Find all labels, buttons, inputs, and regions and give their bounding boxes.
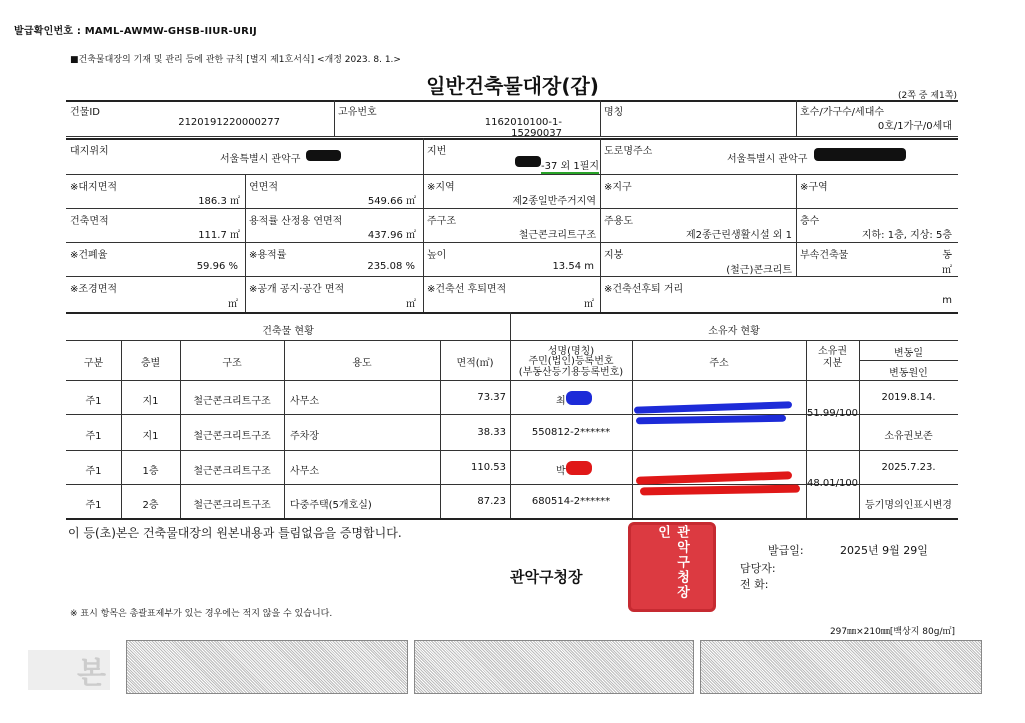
floors-label: 층수: [800, 216, 820, 227]
setback-distance-value: m: [942, 295, 952, 306]
owner-change-date: 2019.8.14.: [881, 392, 936, 403]
redaction-mark: [634, 401, 792, 414]
row-structure: 철근콘크리트구조: [193, 431, 271, 442]
row-floor: 지1: [142, 431, 159, 442]
row-structure: 철근콘크리트구조: [193, 500, 271, 511]
row-area: 73.37: [477, 392, 506, 403]
row-structure: 철근콘크리트구조: [193, 466, 271, 477]
issue-date-value: 2025년 9월 29일: [840, 544, 928, 557]
building-id-label: 건물ID: [70, 107, 100, 118]
row-division: 주1: [85, 466, 102, 477]
public-space-label: ※공개 공지·공간 면적: [249, 284, 345, 295]
header-structure: 구조: [222, 358, 242, 369]
site-label: 대지위치: [70, 146, 109, 157]
header-owner-id: 주민(법인)등록번호 (부동산등기용등록번호): [518, 356, 624, 378]
redaction-mark: [814, 148, 906, 161]
owner-status-title: 소유자 현황: [708, 326, 760, 337]
bcr-label: ※건폐율: [70, 250, 108, 261]
bcr-value: 59.96 %: [196, 261, 238, 272]
area-label: ※구역: [800, 182, 828, 193]
zone-value: 제2종일반주거지역: [512, 196, 596, 207]
site-area-value: 186.3 ㎡: [198, 196, 240, 207]
row-division: 주1: [85, 500, 102, 511]
row-structure: 철근콘크리트구조: [193, 396, 271, 407]
redaction-mark: [636, 415, 786, 425]
building-id-value: 2120191220000277: [178, 117, 280, 128]
legal-basis: ■건축물대장의 기재 및 관리 등에 관한 규칙 [별지 제1호서식] <개정 2023. 8. 1.>: [70, 55, 401, 65]
unique-number-value: 1162010100-1-15290037: [484, 117, 562, 139]
header-share: 소유권 지분: [818, 346, 847, 369]
header-owner-name: 성명(명칭): [547, 346, 595, 357]
row-use: 사무소: [290, 466, 319, 477]
height-value: 13.54 m: [552, 261, 594, 272]
official-seal: [628, 522, 716, 612]
roof-value: (철근)콘크리트: [726, 265, 792, 276]
footnote: ※ 표시 항목은 총괄표제부가 있는 경우에는 적지 않을 수 있습니다.: [70, 609, 333, 619]
roof-label: 지붕: [604, 250, 624, 261]
owner-id: 680514-2******: [531, 496, 611, 507]
row-area: 38.33: [477, 427, 506, 438]
units-value: 0호/1가구/0세대: [877, 121, 952, 132]
header-division: 구분: [83, 358, 104, 369]
name-label: 명칭: [604, 107, 624, 118]
copy-mark: [28, 650, 110, 690]
phone-label: 전 화:: [740, 578, 769, 591]
annex-unit: 동: [942, 250, 952, 261]
annex-area-unit: ㎡: [942, 265, 952, 276]
structure-value: 철근콘크리트구조: [518, 230, 596, 241]
unique-number-label: 고유번호: [338, 107, 377, 118]
redaction-mark: [566, 461, 592, 475]
owner-name: 박: [556, 466, 566, 477]
header-use: 용도: [352, 358, 372, 369]
landscape-value: ㎡: [228, 299, 238, 310]
floor-area-label: 연면적: [249, 182, 278, 193]
redaction-mark: [636, 471, 792, 484]
row-floor: 2층: [142, 500, 159, 511]
site-value: 서울특별시 관악구: [220, 154, 301, 165]
road-address-label: 도로명주소: [604, 146, 653, 157]
setback-distance-label: ※건축선후퇴 거리: [604, 284, 684, 295]
issue-confirmation-number: 발급확인번호 : MAML-AWMW-GHSB-IIUR-URIJ: [14, 26, 257, 37]
row-area: 110.53: [471, 462, 506, 473]
copy-mark-text: 본: [77, 656, 106, 691]
far-floor-area-value: 437.96 ㎡: [367, 230, 416, 241]
district-label: ※지구: [604, 182, 632, 193]
row-use: 사무소: [290, 396, 319, 407]
header-area: 면적(㎡): [456, 358, 494, 369]
row-division: 주1: [85, 396, 102, 407]
redaction-mark: [515, 156, 541, 167]
row-use: 주차장: [290, 431, 319, 442]
units-label: 호수/가구수/세대수: [800, 107, 885, 118]
public-space-value: ㎡: [406, 299, 416, 310]
document-title: 일반건축물대장(갑): [426, 74, 599, 98]
row-floor: 1층: [142, 466, 159, 477]
owner-id: 550812-2******: [531, 427, 611, 438]
security-pattern: [700, 640, 982, 694]
lot-value: -37 외 1필지: [541, 157, 599, 174]
staff-label: 담당자:: [740, 562, 776, 575]
issue-date-label: 발급일:: [768, 544, 804, 557]
height-label: 높이: [427, 250, 447, 261]
header-change-reason: 변동원인: [889, 368, 928, 379]
header-floor: 층별: [140, 358, 161, 369]
setback-area-label: ※건축선 후퇴면적: [427, 284, 507, 295]
building-area-label: 건축면적: [70, 216, 109, 227]
owner-change-reason: 소유권보존: [884, 431, 933, 442]
setback-area-value: ㎡: [584, 299, 594, 310]
floor-area-value: 549.66 ㎡: [367, 196, 416, 207]
seal-text: 관악구청장인: [655, 525, 689, 600]
owner-change-reason: 등기명의인표시변경: [865, 500, 952, 511]
structure-label: 주구조: [427, 216, 456, 227]
issuer-name: 관악구청장: [510, 568, 583, 586]
redaction-mark: [640, 485, 800, 496]
paper-spec: 297㎜×210㎜[백상지 80g/㎡]: [829, 627, 955, 637]
security-pattern: [414, 640, 694, 694]
row-area: 87.23: [477, 496, 506, 507]
building-status-title: 건축물 현황: [262, 326, 314, 337]
owner-change-date: 2025.7.23.: [881, 462, 936, 473]
row-use: 다중주택(5개호실): [290, 500, 372, 511]
redaction-mark: [306, 150, 341, 161]
owner-share: 51.99/100: [806, 408, 859, 419]
floors-value: 지하: 1층, 지상: 5층: [861, 230, 952, 241]
lot-label: 지번: [427, 146, 447, 157]
building-area-value: 111.7 ㎡: [198, 230, 240, 241]
zone-label: ※지역: [427, 182, 455, 193]
annex-label: 부속건축물: [800, 250, 849, 261]
main-use-value: 제2종근린생활시설 외 1: [685, 230, 792, 241]
header-change-date: 변동일: [894, 348, 923, 359]
main-use-label: 주용도: [604, 216, 633, 227]
landscape-label: ※조경면적: [70, 284, 118, 295]
owner-share: 48.01/100: [806, 478, 859, 489]
far-label: ※용적률: [249, 250, 287, 261]
header-address: 주소: [709, 358, 729, 369]
row-division: 주1: [85, 431, 102, 442]
far-floor-area-label: 용적률 산정용 연면적: [249, 216, 343, 227]
security-pattern: [126, 640, 408, 694]
row-floor: 지1: [142, 396, 159, 407]
road-address-value: 서울특별시 관악구: [727, 154, 808, 165]
certification-statement: 이 등(초)본은 건축물대장의 원본내용과 틀림없음을 증명합니다.: [68, 526, 402, 540]
redaction-mark: [566, 391, 592, 405]
far-value: 235.08 %: [367, 261, 415, 272]
site-area-label: ※대지면적: [70, 182, 118, 193]
owner-name: 최: [556, 396, 566, 407]
page-number: (2쪽 중 제1쪽): [898, 91, 957, 101]
